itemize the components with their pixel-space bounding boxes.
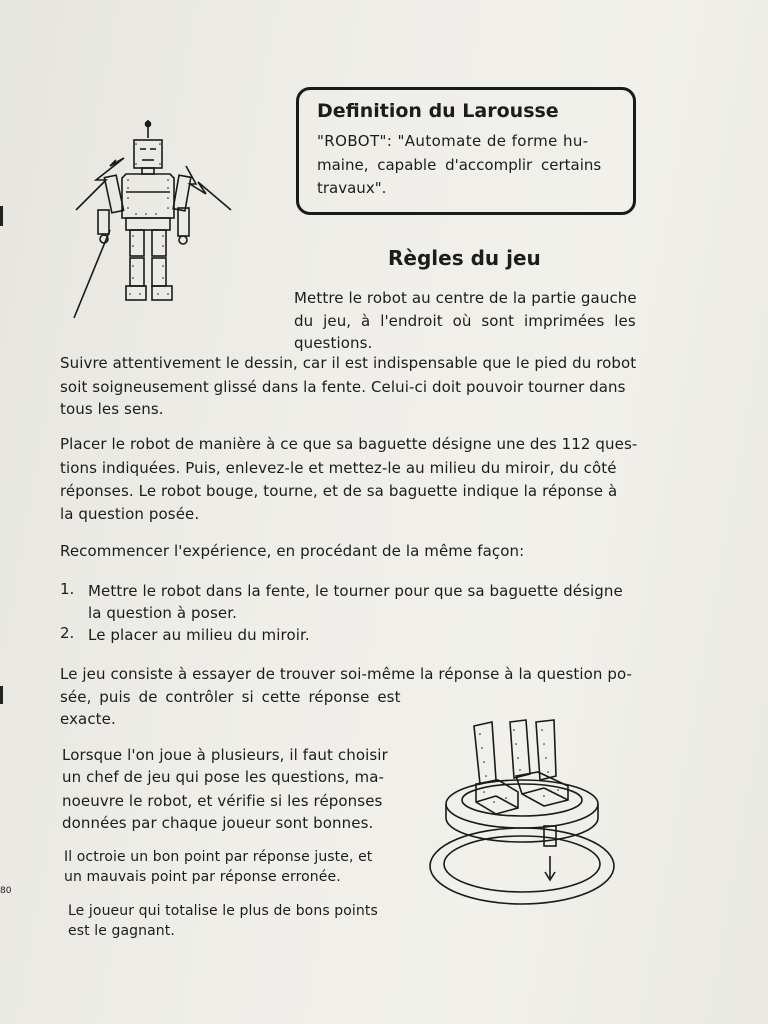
- paragraph-line: Suivre attentivement le dessin, car il est indispensable que le pied du robot: [60, 354, 637, 372]
- paragraph-line: Placer le robot de manière à ce que sa baguette désigne une des 112 ques-: [60, 435, 638, 453]
- paragraph-line: données par chaque joueur sont bonnes.: [62, 814, 374, 832]
- rules-title: Règles du jeu: [388, 246, 541, 270]
- definition-line: travaux".: [317, 179, 387, 197]
- paragraph-line: Recommencer l'expérience, en procédant de la même façon:: [60, 542, 525, 560]
- page-number: 80: [0, 886, 12, 896]
- paragraph-line: est le gagnant.: [68, 923, 175, 939]
- paragraph-line: réponses. Le robot bouge, tourne, et de sa baguette indique la réponse à: [60, 482, 618, 500]
- paragraph-line: Le joueur qui totalise le plus de bons points: [68, 903, 378, 919]
- margin-mark: [0, 206, 3, 226]
- paragraph-line: Lorsque l'on joue à plusieurs, il faut choisir: [62, 746, 388, 764]
- step-number: 2.: [60, 624, 75, 642]
- paragraph-line: questions.: [294, 334, 373, 352]
- paragraph-line: soit soigneusement glissé dans la fente. Celui-ci doit pouvoir tourner dans: [60, 378, 626, 396]
- definition-line: maine, capable d'accomplir certains: [317, 156, 602, 174]
- margin-mark: [0, 686, 3, 704]
- paragraph-line: Il octroie un bon point par réponse juste, et: [64, 849, 373, 865]
- paragraph-line: un mauvais point par réponse erronée.: [64, 869, 341, 885]
- step-text: Le placer au milieu du miroir.: [88, 626, 310, 644]
- step-text: Mettre le robot dans la fente, le tourner pour que sa baguette désigne: [88, 582, 623, 600]
- definition-title: Definition du Larousse: [317, 100, 559, 122]
- paragraph-line: la question posée.: [60, 505, 200, 523]
- robot-illustration: [66, 118, 236, 323]
- paragraph-line: Le jeu consiste à essayer de trouver soi-même la réponse à la question po-: [60, 665, 633, 683]
- paragraph-line: du jeu, à l'endroit où sont imprimées les: [294, 312, 636, 330]
- paragraph-line: noeuvre le robot, et vérifie si les réponses: [62, 792, 383, 810]
- paragraph-line: un chef de jeu qui pose les questions, ma-: [62, 768, 385, 786]
- step-text: la question à poser.: [88, 604, 237, 622]
- paragraph-line: tous les sens.: [60, 400, 164, 418]
- paragraph-line: sée, puis de contrôler si cette réponse est: [60, 688, 401, 706]
- mirror-base-illustration: [426, 718, 624, 908]
- definition-line: "ROBOT": "Automate de forme hu-: [317, 132, 589, 150]
- step-number: 1.: [60, 580, 75, 598]
- paragraph-line: exacte.: [60, 710, 116, 728]
- paragraph-line: Mettre le robot au centre de la partie gauche: [294, 289, 637, 307]
- definition-box: [296, 87, 636, 215]
- paragraph-line: tions indiquées. Puis, enlevez-le et mettez-le au milieu du miroir, du côté: [60, 459, 617, 477]
